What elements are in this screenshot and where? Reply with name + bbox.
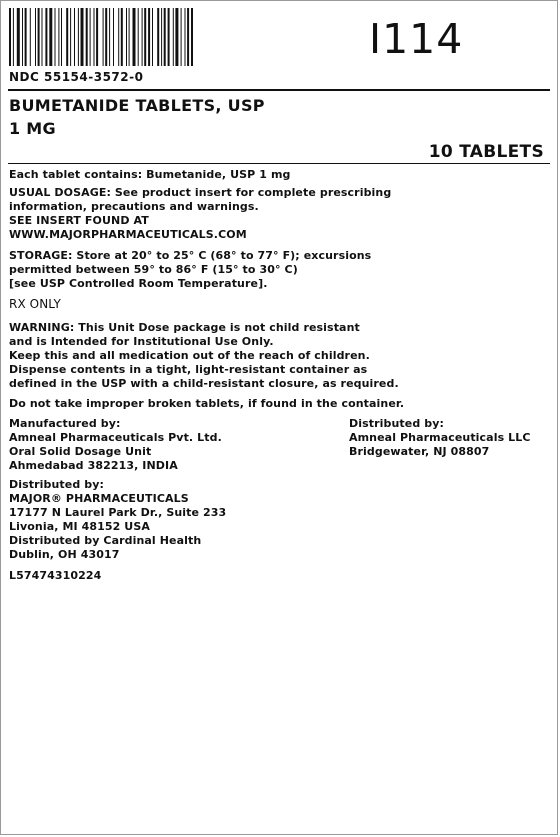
warning-line: defined in the USP with a child-resistant closure, as required. — [9, 377, 399, 390]
distributor-section — [9, 478, 226, 562]
barcode-bar — [118, 8, 119, 66]
barcode-bar — [142, 8, 143, 66]
barcode-bar — [13, 8, 14, 66]
distributor-right-section — [349, 417, 531, 459]
barcode-bar — [126, 8, 127, 66]
distributor-line: MAJOR® PHARMACEUTICALS — [9, 492, 189, 505]
barcode-bar — [22, 8, 23, 66]
broken-tablets-text: Do not take improper broken tablets, if found in the container. — [9, 397, 405, 410]
distributor-line: Distributed by: — [9, 478, 104, 491]
barcode-bar — [9, 8, 11, 66]
storage-line: STORAGE: Store at 20° to 25° C (68° to 77° F); excursions — [9, 249, 372, 262]
product-name: BUMETANIDE TABLETS, USP — [9, 96, 265, 115]
distributor-line: Distributed by Cardinal Health — [9, 534, 202, 547]
barcode-bar — [96, 8, 98, 66]
barcode-bar — [187, 8, 189, 66]
barcode-bar — [129, 8, 130, 66]
barcode-bar — [74, 8, 75, 66]
barcode-bar — [133, 8, 136, 66]
warning-line: WARNING: This Unit Dose package is not child resistant — [9, 321, 360, 334]
barcode-bar — [94, 8, 95, 66]
barcode-bar — [113, 8, 114, 66]
barcode-bar — [173, 8, 174, 66]
barcode-image — [9, 8, 273, 66]
barcode-bar — [90, 8, 91, 66]
distributor-line: Livonia, MI 48152 USA — [9, 520, 150, 533]
warning-line: Keep this and all medication out of the reach of children. — [9, 349, 370, 362]
product-strength: 1 MG — [9, 119, 56, 138]
barcode-bar — [58, 8, 59, 66]
dosage-line: WWW.MAJORPHARMACEUTICALS.COM — [9, 228, 247, 241]
barcode-bar — [148, 8, 150, 66]
barcode-bar — [78, 8, 79, 66]
distributor-right-line: Amneal Pharmaceuticals LLC — [349, 431, 531, 444]
lot-code: L57474310224 — [9, 569, 102, 582]
distributor-line: Dublin, OH 43017 — [9, 548, 120, 561]
label-code-number: I114 — [369, 15, 464, 63]
barcode-bar — [42, 8, 43, 66]
composition-text: Each tablet contains: Bumetanide, USP 1 mg — [9, 168, 291, 181]
barcode-bar — [61, 8, 62, 66]
barcode-bar — [45, 8, 47, 66]
manufacturer-line: Amneal Pharmaceuticals Pvt. Ltd. — [9, 431, 222, 444]
manufacturer-line: Ahmedabad 382213, INDIA — [9, 459, 178, 472]
middle-divider — [8, 163, 550, 164]
barcode-bar — [161, 8, 162, 66]
barcode-bar — [55, 8, 56, 66]
distributor-line: 17177 N Laurel Park Dr., Suite 233 — [9, 506, 227, 519]
barcode-bar — [49, 8, 52, 66]
manufacturer-section — [9, 417, 222, 473]
distributor-right-line: Bridgewater, NJ 08807 — [349, 445, 490, 458]
barcode-bar — [70, 8, 71, 66]
manufacturer-line: Manufactured by: — [9, 417, 121, 430]
barcode-bar — [164, 8, 166, 66]
dosage-line: USUAL DOSAGE: See product insert for complete prescribing — [9, 186, 392, 199]
barcode-bar — [175, 8, 178, 66]
dosage-section — [9, 186, 391, 242]
barcode-bar — [30, 8, 31, 66]
barcode-bar — [25, 8, 27, 66]
top-divider — [8, 89, 550, 91]
storage-section — [9, 249, 371, 291]
barcode-bar — [81, 8, 84, 66]
storage-line: permitted between 59° to 86° F (15° to 30° C) — [9, 263, 298, 276]
warning-line: and is Intended for Institutional Use Only. — [9, 335, 274, 348]
barcode-bar — [103, 8, 104, 66]
barcode-bar — [109, 8, 110, 66]
tablet-count: 10 TABLETS — [428, 142, 544, 162]
barcode-bar — [105, 8, 107, 66]
barcode-bar — [191, 8, 193, 66]
barcode-bar — [144, 8, 146, 66]
barcode-bar — [17, 8, 20, 66]
barcode-bar — [138, 8, 139, 66]
barcode-bar — [152, 8, 153, 66]
barcode-bar — [121, 8, 123, 66]
barcode-bar — [86, 8, 88, 66]
rx-only-text: RX ONLY — [9, 297, 61, 311]
ndc-number: NDC 55154-3572-0 — [9, 70, 144, 84]
barcode-bar — [168, 8, 170, 66]
storage-line: [see USP Controlled Room Temperature]. — [9, 277, 268, 290]
barcode-bar — [66, 8, 68, 66]
barcode-bar — [35, 8, 36, 66]
barcode-bar — [181, 8, 182, 66]
warning-line: Dispense contents in a tight, light-resistant container as — [9, 363, 368, 376]
barcode-bar — [38, 8, 40, 66]
warning-section — [9, 321, 399, 391]
manufacturer-line: Oral Solid Dosage Unit — [9, 445, 152, 458]
barcode-bar — [157, 8, 159, 66]
barcode-bar — [185, 8, 186, 66]
dosage-line: SEE INSERT FOUND AT — [9, 214, 149, 227]
dosage-line: information, precautions and warnings. — [9, 200, 259, 213]
distributor-right-line: Distributed by: — [349, 417, 444, 430]
